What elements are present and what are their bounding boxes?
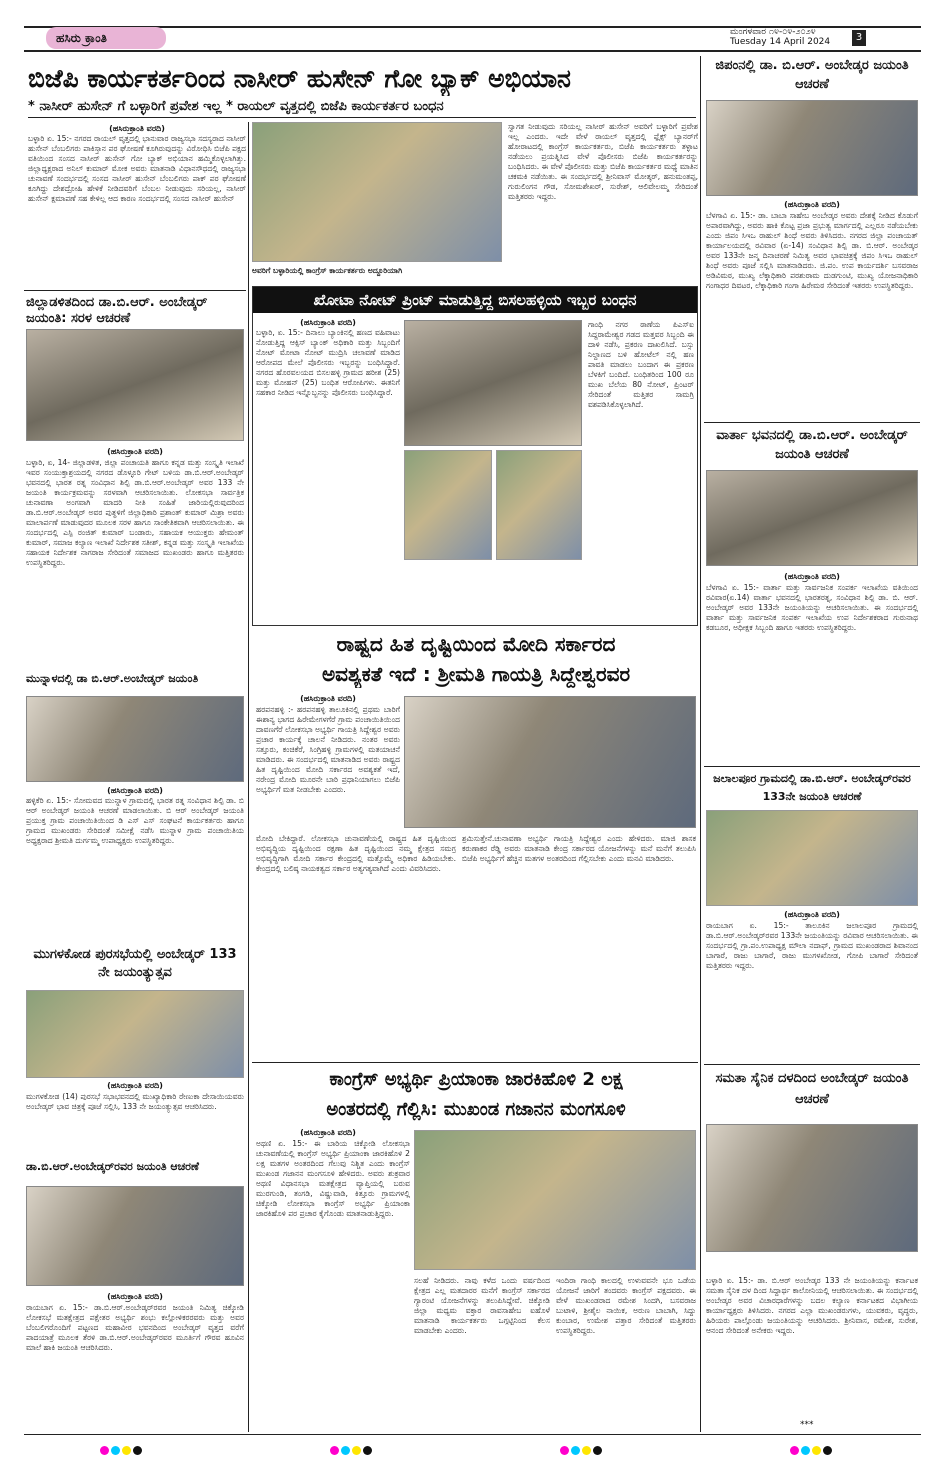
center-story3-headline-1: ಕಾಂಗ್ರೆಸ್ ಅಭ್ಯರ್ಥಿ ಪ್ರಿಯಾಂಕಾ ಜಾರಕಿಹೊಳಿ 2 ಲಕ್ಷ xyxy=(329,1069,623,1090)
divider xyxy=(704,1064,920,1065)
col1-story4-body: ರಾಯಬಾಗ ಏ. 15:- ಡಾ.ಬಿ.ಆರ್.ಅಂಬೇಡ್ಕರ್‌ರವರ ಜಯಂತಿ ನಿಮಿತ್ಯ ಚಿಕ್ಕೋಡಿ ಲೋಕಸಭೆ ಮತಕ್ಷೇತ್ರದ ಪಕ್ಷೇತರ ಅಭ್ಯರ್ಥಿ ಶಂಭು ಕಲ್ಲೋಳಿಕರರವರು ಮತ್ತು ಅವರ ಬೆಂಬಲಿಗರೊಂದಿಗೆ ಪಟ್ಟಣದ ಮಹಾವೀರ ಭವನದಿಂದ ಅಂಬೇಡ್ಕರ್ ವೃತ್ತದ ವರೆಗೆ ಪಾದಯಾತ್ರೆ ಮೂಲಕ ತೆರಳಿ ಡಾ.ಬಿ.ಆರ್.ಅಂಬೇಡ್ಕರ್‌ರವರ ಮೂರ್ತಿಗೆ ಗೌರವ ಹೂವಿನ ಮಾಲೆ ಹಾಕಿ ಜಯಂತಿ ಆಚರಿಸಿದರು. xyxy=(26,1303,244,1352)
box-photo-accused-1 xyxy=(404,450,492,560)
end-mark: *** xyxy=(800,1420,814,1430)
col1-story3-headline: ಮುಗಳಕೋಡ ಪುರಸಭೆಯಲ್ಲಿ ಅಂಬೇಡ್ಕರ್ 133 ನೇ ಜಯಂತ್ಯುತ್ಸವ xyxy=(33,947,237,980)
divider xyxy=(704,422,920,423)
col4-story2-byline: (ಹಸಿರುಕ್ರಾಂತಿ ವರದಿ) xyxy=(784,572,840,581)
col4-story3-body: ರಾಯಬಾಗ ಏ. 15:- ತಾಲೂಕಿನ ಜಲಾಲಪೂರ ಗ್ರಾಮದಲ್ಲಿ ಡಾ.ಬಿ.ಆರ್.ಅಂಬೇಡ್ಕರ್‌ರವರ 133ನೇ ಜಯಂತಿಯನ್ನು ರವಿವಾರ ಆಚರಿಸಲಾಯಿತು. ಈ ಸಂದರ್ಭದಲ್ಲಿ ಗ್ರಾ.ಪಂ.ಉಪಾಧ್ಯಕ್ಷ ಮೌಲಾ ನದಾಫ್, ಗ್ರಾಮದ ಮುಖಂಡರಾದ ಶಿವಾನಂದ ಬಾಗಾರೆ, ರಾಜು ಬಾಗಾರೆ, ರಾಜು ಮುಗಳಖೋಡ, ಗೋಪಿ ಬಾಗಾರೆ ಸೇರಿದಂತೆ ಮತ್ತಿತರರು ಇದ್ದರು. xyxy=(706,921,918,970)
col4-story4-body: ಬಳ್ಳಾರಿ ಏ. 15:- ಡಾ. ಬಿ.ಆರ್ ಅಂಬೇಡ್ಕರ 133 ನೇ ಜಯಂತಿಯನ್ನು ಕರ್ನಾಟಕ ಸಮತಾ ಸೈನಿಕ ದಳ ದಿಂದ ಸಿದ್ದಾರ್ಥ ಕಾಲೋನಿಯಲ್ಲಿ ಆಚರಿಸಲಾಯಿತು. ಈ ಸಂದರ್ಭದಲ್ಲಿ ಅಂಬೇಡ್ಕರ ಅವರ ವಿಚಾರಧಾರೆಗಳನ್ನು ಬದಲ ಕಲ್ಯಾಣ ಕರ್ನಾಟಕದ ವಿಭಾಗೀಯ ಕಾರ್ಯಾಧ್ಯಕ್ಷರು ತಿಳಿಸಿದರು. ನಗರದ ಎಲ್ಲಾ ಮುಖಂಡರುಗಳು, ಯುವಕರು, ವೃದ್ಧರು, ಹಿರಿಯರು ಪಾಲ್ಗೊಂಡು ಜಯಂತಿಯನ್ನು ಆಚರಿಸಿದರು. ಶ್ರೀನಿವಾಸ, ರಮೇಶ, ಸುರೇಶ, ಆನಂದ ಸೇರಿದಂತೆ ಅನೇಕರು ಇದ್ದರು. xyxy=(706,1276,918,1335)
col1-story1-body: ಬಳ್ಳಾರಿ, ಏ, 14- ಜಿಲ್ಲಾಡಳಿತ, ಜಿಲ್ಲಾ ಪಂಚಾಯತಿ ಹಾಗೂ ಕನ್ನಡ ಮತ್ತು ಸಂಸ್ಕೃತಿ ಇಲಾಖೆ ಇವರ ಸಂಯುಕ್ತಾಶ್ರಯದಲ್ಲಿ ನಗರದ ಡೊಳ್ಳೂರಿ ಗೇಟ್ ಬಳಿಯ ಡಾ.ಬಿ.ಆರ್.ಅಂಬೇಡ್ಕರ್ ಭವನದಲ್ಲಿ ಭಾರತ ರತ್ನ ಸಂವಿಧಾನ ಶಿಲ್ಪಿ ಡಾ.ಬಿ.ಆರ್.ಅಂಬೇಡ್ಕರ್ ಅವರ 133 ನೇ ಜಯಂತಿ ಕಾರ್ಯಕ್ರಮವನ್ನು ಸರಳವಾಗಿ ಆಚರಿಸಲಾಯಿತು. ಲೋಕಸಭಾ ಸಾರ್ವತ್ರಿಕ ಚುನಾವಣಾ ಅಂಗವಾಗಿ ಮಾದರಿ ನೀತಿ ಸಂಹಿತೆ ಜಾರಿಯಲ್ಲಿರುವುದರಿಂದ ಡಾ.ಬಿ.ಆರ್.ಅಂಬೇಡ್ಕರ್ ಅವರ ಪುತ್ಥಳಿಗೆ ಜಿಲ್ಲಾಧಿಕಾರಿ ಪ್ರಶಾಂತ್ ಕುಮಾರ್ ಮಿಶ್ರಾ ಅವರು ಮಾಲಾರ್ಪಣೆ ಮಾಡುವುದರ ಮೂಲಕ ಸರಳ ಹಾಗೂ ಸಾಂಕೇತಿಕವಾಗಿ ಆಚರಿಸಲಾಯಿತು. ಈ ಸಂದರ್ಭದಲ್ಲಿ ಎಸ್ಪಿ ರಂಜಿತ್ ಕುಮಾರ್ ಬಂಡಾರು, ಸಹಾಯಕ ಆಯುಕ್ತರು ಹೇಮಂತ್ ಕುಮಾರ್, ಸಮಾಜ ಕಲ್ಯಾಣ ಇಲಾಖೆ ನಿರ್ದೇಶಕ ಸತೀಶ್, ಕನ್ನಡ ಮತ್ತು ಸಂಸ್ಕೃತಿ ಇಲಾಖೆಯ ಸಹಾಯಕ ನಿರ್ದೇಶಕ ನಾಗರಾಜ ಸೇರಿದಂತೆ ಸಮಾಜದ ಮುಖಂಡರು ಹಾಗೂ ಮತ್ತಿತರರು ಉಪಸ್ಥಿತರಿದ್ದರು. xyxy=(26,458,244,567)
center-story3-body-3: ಇಂದಿರಾ ಗಾಂಧಿ ಕಾಲದಲ್ಲಿ ಉಳುವವನೇ ಭೂ ಒಡೆಯ ಯೋಜನೆ ಜಾರಿಗೆ ತಂದವರು ಕಾಂಗ್ರೆಸ್ ಪಕ್ಷದವರು. ಈ ವೇಳೆ ಮುಖಂಡರಾದ ರಮೇಶ ಸಿಂದಗಿ, ಬಸವರಾಜ ಬುಟಾಳಿ, ಶ್ರೀಶೈಲ ನಾಯಿಕ, ಅರುಣ ಬಾಬಾಗಿ, ಸಿದ್ದು ಕುಂಬಾರ, ಉಮೇಶ ಪತ್ತಾರ ಸೇರಿದಂತೆ ಮತ್ತಿತರರು ಉಪಸ್ಥಿತರಿದ್ದರು. xyxy=(556,1276,696,1335)
col1-story4-byline: (ಹಸಿರುಕ್ರಾಂತಿ ವರದಿ) xyxy=(107,1292,163,1301)
col1-story4-photo xyxy=(26,1186,244,1286)
center-story3-body-2: ಸಲಹೆ ನೀಡಿದರು. ನಾವು ಕಳೆದ ಒಂದು ವರ್ಷದಿಂದ ಕ್ಷೇತ್ರದ ಎಲ್ಲ ಮತದಾರರ ಮನೆಗೆ ಕಾಂಗ್ರೆಸ್ ಸರ್ಕಾರದ ಗ್ಯಾರಂಟಿ ಯೋಜನೆಗಳನ್ನು ತಲುಪಿಸಿದ್ದೇವೆ. ಚಿಕ್ಕೋಡಿ ಜಿಲ್ಲಾ ಮಧ್ಯಮ ವಕ್ತಾರ ರಾವಸಾಹೇಬ ಐಹೊಳೆ ಮಾತನಾಡಿ ಕಾರ್ಯಕರ್ತರು ಒಗ್ಗಟ್ಟಿನಿಂದ ಕೆಲಸ ಮಾಡಬೇಕು ಎಂದರು. xyxy=(414,1276,550,1335)
color-registration-dots xyxy=(560,1440,604,1459)
center-story3-byline: (ಹಸಿರುಕ್ರಾಂತಿ ವರದಿ) xyxy=(300,1128,356,1137)
lead-photo-caption: ಅವರಿಗೆ ಬಳ್ಳಾರಿಯಲ್ಲಿ ಕಾಂಗ್ರೆಸ್ ಕಾರ್ಯಕರ್ತರು ಅದ್ದೂರಿಯಾಗಿ xyxy=(252,266,403,275)
center-story2-headline-2: ಅವಶ್ಯಕತೆ ಇದೆ : ಶ್ರೀಮತಿ ಗಾಯತ್ರಿ ಸಿದ್ದೇಶ್ವರವರ xyxy=(321,662,631,686)
box-headline: ಖೋಟಾ ನೋಟ್ ಪ್ರಿಂಟ್ ಮಾಡುತ್ತಿದ್ದ ಬಿಸಲಹಳ್ಳಿಯ ಇಬ್ಬರ ಬಂಧನ xyxy=(253,287,697,313)
color-registration-dots xyxy=(100,1440,144,1459)
center-story3-headline-2: ಅಂತರದಲ್ಲಿ ಗೆಲ್ಲಿಸಿ: ಮುಖಂಡ ಗಜಾನನ ಮಂಗಸೂಳಿ xyxy=(326,1099,626,1120)
lead-body-1: ಬಳ್ಳಾರಿ ಏ. 15:- ನಗರದ ರಾಯಲ್ ವೃತ್ತದಲ್ಲಿ ಭಾನುವಾರ ರಾಜ್ಯಸಭಾ ಸದಸ್ಯರಾದ ನಾಸೀರ್ ಹುಸೇನ್ ಬೆಂಬಲಿಗರು ಪಾಕಿಸ್ತಾನ ಪರ ಘೋಷಣೆ ಕೂಗಿರುವುದನ್ನು ವಿರೋಧಿಸಿ ಬಿಜೆಪಿ ಪಕ್ಷದ ವತಿಯಿಂದ ಸಂಸದ ನಾಸೀರ್ ಹುಸೇನ್ ಗೋ ಬ್ಯಾಕ್ ಅಭಿಯಾನ ಹಮ್ಮಿಕೊಳ್ಳಲಾಗಿತ್ತು. ಜಿಲ್ಲಾಧ್ಯಕ್ಷರಾದ ಅನಿಲ್ ಕುಮಾರ್ ಮೋಕ ಅವರು ಮಾತನಾಡಿ ವಿಧಾನಸೌಧದಲ್ಲಿ ರಾಜ್ಯಸಭಾ ಚುನಾವಣೆ ಸಂದರ್ಭದಲ್ಲಿ ಸಂಸದ ನಾಸೀರ್ ಹುಸೇನ್ ಬೆಂಬಲಿಗರು ಪಾಕ್ ಪರ ಘೋಷಣೆ ಕೂಗಿದ್ದು ದೇಶದ್ರೋಹಿ ಹೇಳಿಕೆ ನೀಡಿದವರಿಗೆ ಬೆಂಬಲ ನೀಡುವುದು ಸರಿಯಲ್ಲ, ನಾಸೀರ್ ಹುಸೇನ್ ಕ್ಷಮಾಪಣೆ ಸಹ ಕೇಳಿಲ್ಲ ಆದ ಕಾರಣ ಸಂದರ್ಭದಲ್ಲಿ ಸಂಸದ ನಾಸೀರ್ ಹುಸೇನ್ xyxy=(28,134,246,203)
center-story2-body-3: ಶ್ರಮಿಸುತ್ತೇನೆ.ಚುನಾವಣಾ ಅಭ್ಯರ್ಥಿ ಗಾಯತ್ರಿ ಸಿದ್ದೇಶ್ವರ ಎಂದು ಹೇಳಿದರು. ಮಾಜಿ ಶಾಸಕ ಕರುಣಾಕರ ರೆಡ್ಡಿ ಅವರು ಮಾತನಾಡಿ ಕೇಂದ್ರ ಸರ್ಕಾರದ ಯೋಜನೆಗಳನ್ನು ಮನೆ ಮನೆಗೆ ತಲುಪಿಸಿ ಬಿಜೆಪಿ ಅಭ್ಯರ್ಥಿಗೆ ಹೆಚ್ಚಿನ ಮತಗಳ ಅಂತರದಿಂದ ಗೆಲ್ಲಿಸಬೇಕು ಎಂದು ಮನವಿ ಮಾಡಿದರು. xyxy=(462,834,696,863)
color-registration-dots xyxy=(330,1440,374,1459)
col4-story1-headline: ಜಿಪಂನಲ್ಲಿ ಡಾ. ಬಿ.ಆರ್. ಅಂಬೇಡ್ಕರ ಜಯಂತಿ ಆಚರಣೆ xyxy=(715,58,909,92)
col4-story3-photo xyxy=(706,810,918,906)
lead-byline: (ಹಸಿರುಕ್ರಾಂತಿ ವರದಿ) xyxy=(109,124,165,133)
lead-body-2: ಸ್ವಾಗತ ನೀಡುವುದು ಸರಿಯಲ್ಲ ನಾಸೀರ್ ಹುಸೇನ್ ಅವರಿಗೆ ಬಳ್ಳಾರಿಗೆ ಪ್ರವೇಶ ಇಲ್ಲ ಎಂದರು. ಇದೇ ವೇಳೆ ರಾಯಲ್ ವೃತ್ತದಲ್ಲಿ ಫ್ಲೆಕ್ಸ್ ಬ್ಯಾನರ್‌ಗೆ ಹೋರಾಟದಲ್ಲಿ ಕಾಂಗ್ರೆಸ್ ಕಾರ್ಯಕರ್ತರು, ಬಿಜೆಪಿ ಕಾರ್ಯಕರ್ತರು ತಳ್ಳಾಟ ನಡೆಯಲು ಪ್ರಯತ್ನಿಸಿದ ವೇಳೆ ಪೊಲೀಸರು ಬಿಜೆಪಿ ಕಾರ್ಯಕರ್ತರನ್ನು ಬಂಧಿಸಿದರು. ಈ ವೇಳೆ ಪೊಲೀಸರು ಮತ್ತು ಬಿಜೆಪಿ ಕಾರ್ಯಕರ್ತರ ಮಧ್ಯೆ ಮಾತಿನ ಚಕಮಕಿ ನಡೆಯಿತು. ಈ ಸಂದರ್ಭದಲ್ಲಿ ಶ್ರೀನಿವಾಸ್ ಮೋತ್ಕರ್, ಹನುಮಂತಪ್ಪ, ಗುರುಲಿಂಗನ ಗೌಡ, ಸೋಮಶೇಖರ್, ಸುರೇಶ್, ಆಲಿವೇಲಮ್ಮ ಸೇರಿದಂತೆ ಮತ್ತಿತರರು ಇದ್ದರು. xyxy=(508,122,698,201)
col4-story1-body: ಬೆಳಗಾವಿ ಏ. 15:- ಡಾ. ಬಾಬಾ ಸಾಹೇಬ ಅಂಬೇಡ್ಕರ ಅವರು ದೇಶಕ್ಕೆ ನೀಡಿದ ಕೊಡುಗೆ ಅಪಾರವಾಗಿದ್ದು, ಅವರು ಹಾಕಿ ಕೊಟ್ಟ ಪ್ರಜಾ ಪ್ರಭುತ್ವ ಮಾರ್ಗದಲ್ಲಿ ಎಲ್ಲರೂ ನಡೆಯಬೇಕು ಎಂದು ಜಿಪಂ ಸಿಇಒ ರಾಹುಲ್ ಶಿಂಧೆ ಅವರು ತಿಳಿಸಿದರು. ನಗರದ ಜಿಲ್ಲಾ ಪಂಚಾಯತ್ ಕಾರ್ಯಾಲಯದಲ್ಲಿ ರವಿವಾರ (ಏ-14) ಸಂವಿಧಾನ ಶಿಲ್ಪಿ ಡಾ. ಬಿ.ಆರ್. ಅಂಬೇಡ್ಕರ ಅವರ 133ನೇ ಜನ್ಮ ದಿನಾಚರಣೆ ನಿಮಿತ್ಯ ಅವರ ಭಾವಚಿತ್ರಕ್ಕೆ ಜಿಪಂ ಸಿಇಒ ರಾಹುಲ್ ಶಿಂಧೆ ಅವರು ಪೂಜೆ ಸಲ್ಲಿಸಿ ಮಾತನಾಡಿದರು. ಜಿ.ಪಂ. ಉಪ ಕಾರ್ಯದರ್ಶಿ ಬಸವರಾಜ ಅಡಿವಿಮಠ, ಮುಖ್ಯ ಲೆಕ್ಕಾಧಿಕಾರಿ ಪರಶುರಾಮ ದುಡಗುಂಟಿ, ಮುಖ್ಯ ಯೋಜನಾಧಿಕಾರಿ ಗಂಗಾಧರ ದಿವಟರ, ಲೆಕ್ಕಾಧಿಕಾರಿ ಗಂಗಾ ಹಿರೇಮಠ ಸೇರಿದಂತೆ ಇತರರು ಉಪಸ್ಥಿತರಿದ್ದರು. xyxy=(706,211,918,290)
box-body-1: ಬಳ್ಳಾರಿ, ಏ. 15:- ದಿನಾಲು ಬ್ಯಾಂಕಿನಲ್ಲಿ ಹಣದ ವಹಿವಾಟು ನೋಡುತ್ತಿದ್ದ ಆಕ್ಸಿಸ್ ಬ್ಯಾಂಕ್ ಅಧಿಕಾರಿ ಮತ್ತು ಸಿಬ್ಬಂದಿಗೆ ನೋಟ್ ಮೋಟಾ ನೋಟ್ ಮುದ್ರಿಸಿ ಚಲಾವಣೆ ಮಾಡಿದ ಆರೋಪದ ಮೇಲೆ ಪೊಲೀಸರು ಇಬ್ಬರನ್ನು ಬಂಧಿಸಿದ್ದಾರೆ. ನಗರದ ಹೊರವಲಯದ ಬಿಸಲಹಳ್ಳಿ ಗ್ರಾಮದ ಹರೀಶ (25) ಮತ್ತು ಮೋಹನ್ (25) ಬಂಧಿತ ಆರೋಪಿಗಳು. ಈತನಿಗೆ ಸಹಕಾರ ನೀಡಿದ ಇನ್ನೊಬ್ಬನನ್ನು ಪೊಲೀಸರು ಬಂಧಿಸಿದ್ದಾರೆ. xyxy=(256,328,400,397)
col4-story4-photo xyxy=(706,1124,918,1252)
color-registration-dots xyxy=(790,1440,834,1459)
date-english: Tuesday 14 April 2024 xyxy=(730,37,831,47)
col1-story4-headline: ಡಾ.ಬಿ.ಆರ್.ಅಂಬೇಡ್ಕರ್‌ರವರ ಜಯಂತಿ ಆಚರಣೆ xyxy=(26,1160,199,1173)
center-story2-body-2: ಮೋದಿ ಬೇಕಿದ್ದಾರೆ. ಲೋಕಸಭಾ ಚುನಾವಣೆಯಲ್ಲಿ ರಾಷ್ಟ್ರದ ಹಿತ ದೃಷ್ಟಿಯಿಂದ ಅಭಿವೃದ್ಧಿಯ ದೃಷ್ಟಿಯಿಂದ ರಕ್ಷಣಾ ಹಿತ ದೃಷ್ಟಿಯಿಂದ ನಮ್ಮ ಕ್ಷೇತ್ರದ ಸಮಗ್ರ ಅಭಿವೃದ್ಧಿಗಾಗಿ ಮೋದಿ ಸರ್ಕಾರ ಕೇಂದ್ರದಲ್ಲಿ ಮತ್ತೊಮ್ಮೆ ಅಧಿಕಾರ ಹಿಡಿಯಬೇಕು. ಕೇಂದ್ರದಲ್ಲಿ ಬಲಿಷ್ಠ ನಾಯಕತ್ವದ ಸರ್ಕಾರ ಅತ್ಯಗತ್ಯವಾಗಿದೆ ಎಂದು ವಿವರಿಸಿದರು. xyxy=(256,834,456,873)
col1-story2-body: ಹಳ್ಳಿಕೆರಿ ಏ. 15:- ಸೋಮವದ ಮುನ್ನಾಳ ಗ್ರಾಮದಲ್ಲಿ ಭಾರತ ರತ್ನ ಸಂವಿಧಾನ ಶಿಲ್ಪಿ ಡಾ. ಬಿ ಆರ್ ಅಂಬೇಡ್ಕರ್ ಜಯಂತಿ ಆಚರಣೆ ಮಾಡಲಾಯಿತು. ಬಿ ಆರ್ ಅಂಬೇಡ್ಕರ್ ಜಯಂತಿ ಪ್ರಯುಕ್ತ ಗ್ರಾಮ ಪಂಚಾಯಿತಿಯಿಂದ ಡಿ ಎಸ್ ಎಸ್ ಸಂಘಟನೆ ಕಾರ್ಯಕರ್ತರು ಹಾಗೂ ಗ್ರಾಮದ ಮುಖಂಡರು ಸೇರಿದಂತೆ ಸಮೀಕ್ಷೆ ನಡೆಸಿ ಮುನ್ನಾಳ ಗ್ರಾಮ ಪಂಚಾಯಿತಿಯ ಅಧ್ಯಕ್ಷರಾದ ಶ್ರೀಮತಿ ದುರ್ಗಮ್ಮ ಉಪಾಧ್ಯಕ್ಷರು ಉಪಸ್ಥಿತರಿದ್ದರು. xyxy=(26,796,244,845)
footer-rule xyxy=(24,1434,921,1435)
center-story3-photo xyxy=(414,1130,696,1270)
col4-story1-photo xyxy=(706,100,918,196)
box-photo-notes xyxy=(404,320,582,446)
col4-story3-byline: (ಹಸಿರುಕ್ರಾಂತಿ ವರದಿ) xyxy=(784,910,840,919)
divider xyxy=(704,766,920,767)
col1-story2-byline: (ಹಸಿರುಕ್ರಾಂತಿ ವರದಿ) xyxy=(107,786,163,795)
center-story2-body-1: ಹರಪನಹಳ್ಳಿ :- ಹರಪನಹಳ್ಳಿ ತಾಲೂಕಿನಲ್ಲಿ ಪ್ರಥಮ ಬಾರಿಗೆ ಈಶಾನ್ಯ ಭಾಗದ ಹಿರೇಮೇಗಳಗೆರೆ ಗ್ರಾಮ ಪಂಚಾಯಿತಿಯಿಂದ ದಾವಣಗೆರೆ ಲೋಕಸಭಾ ಅಭ್ಯರ್ಥಿ ಗಾಯತ್ರಿ ಸಿದ್ದೇಶ್ವರ ಅವರು ಪ್ರಚಾರ ಕಾರ್ಯಕ್ಕೆ ಚಾಲನೆ ನೀಡಿದರು. ನಂತರ ಅವರು ಸತ್ತೂರು, ಕಂಚಿಕೆರೆ, ಸಿಂಗ್ರಿಹಳ್ಳಿ ಗ್ರಾಮಗಳಲ್ಲಿ ಮತಯಾಚನೆ ಮಾಡಿದರು. ಈ ಸಂದರ್ಭದಲ್ಲಿ ಮಾತನಾಡಿದ ಅವರು ರಾಷ್ಟ್ರದ ಹಿತ ದೃಷ್ಟಿಯಿಂದ ಮೋದಿ ಸರ್ಕಾರದ ಅವಶ್ಯಕತೆ ಇದೆ, ನರೇಂದ್ರ ಮೋದಿ ಮೂರನೇ ಬಾರಿ ಪ್ರಧಾನಿಯಾಗಲು ಬಿಜೆಪಿ ಅಭ್ಯರ್ಥಿಗೆ ಮತ ನೀಡಬೇಕು ಎಂದರು. xyxy=(256,705,400,794)
center-story2-photo xyxy=(404,696,696,828)
col1-story1-photo xyxy=(26,329,244,441)
col1-story3-byline: (ಹಸಿರುಕ್ರಾಂತಿ ವರದಿ) xyxy=(107,1081,163,1090)
column-rule xyxy=(700,56,701,1432)
col4-story1-byline: (ಹಸಿರುಕ್ರಾಂತಿ ವರದಿ) xyxy=(784,200,840,209)
col1-story2-headline: ಮುನ್ನಾಳದಲ್ಲಿ ಡಾ ಬಿ.ಆರ್.ಅಂಬೇಡ್ಕರ್ ಜಯಂತಿ xyxy=(26,672,199,685)
box-byline: (ಹಸಿರುಕ್ರಾಂತಿ ವರದಿ) xyxy=(300,318,356,327)
page-number: 3 xyxy=(852,30,866,46)
center-story2-headline-1: ರಾಷ್ಟ್ರದ ಹಿತ ದೃಷ್ಟಿಯಿಂದ ಮೋದಿ ಸರ್ಕಾರದ xyxy=(336,632,616,656)
col4-story2-headline: ವಾರ್ತಾ ಭವನದಲ್ಲಿ ಡಾ.ಬಿ.ಆರ್. ಅಂಬೇಡ್ಕರ್ ಜಯಂತಿ ಆಚರಣೆ xyxy=(716,428,908,462)
col1-story3-body: ಮುಗಳಕೋಡ (14) ಪುರಸಭೆ ಸಭಾಭವನದಲ್ಲಿ ಮುಖ್ಯಾಧಿಕಾರಿ ರೇಣುಕಾ ದೇಸಾಯಿಯವರು ಅಂಬೇಡ್ಕರ್ ಭಾವ ಚಿತ್ರಕ್ಕೆ ಪೂಜೆ ಸಲ್ಲಿಸಿ, 133 ನೇ ಜಯಂತ್ಯುತ್ಸವ ಆಚರಿಸಿದರು. xyxy=(26,1092,244,1111)
col4-story4-headline: ಸಮತಾ ಸೈನಿಕ ದಳದಿಂದ ಅಂಬೇಡ್ಕರ್ ಜಯಂತಿ ಆಚರಣೆ xyxy=(715,1071,909,1107)
col1-story1-byline: (ಹಸಿರುಕ್ರಾಂತಿ ವರದಿ) xyxy=(107,447,163,456)
col4-story2-body: ಬೆಳಗಾವಿ ಏ. 15:- ವಾರ್ತಾ ಮತ್ತು ಸಾರ್ವಜನಿಕ ಸಂಪರ್ಕ ಇಲಾಖೆಯ ವತಿಯಿಂದ ರವಿವಾರ(ಏ.14) ವಾರ್ತಾ ಭವನದಲ್ಲಿ ಭಾರತರತ್ನ, ಸಂವಿಧಾನ ಶಿಲ್ಪಿ ಡಾ. ಬಿ. ಆರ್. ಅಂಬೇಡ್ಕರ್ ಅವರ 133ನೇ ಜಯಂತಿಯನ್ನು ಆಚರಿಸಲಾಯಿತು. ಈ ಸಂದರ್ಭದಲ್ಲಿ ವಾರ್ತಾ ಮತ್ತು ಸಾರ್ವಜನಿಕ ಸಂಪರ್ಕ ಇಲಾಖೆಯ ಉಪ ನಿರ್ದೇಶಕರಾದ ಗುರುನಾಥ ಕಡಬೂರ, ಅಧೀಕ್ಷಕ ಸಿಬ್ಬಂದಿ ಹಾಗೂ ಇತರರು ಉಪಸ್ಥಿತರಿದ್ದರು. xyxy=(706,583,918,632)
divider xyxy=(252,1062,698,1063)
column-rule xyxy=(248,122,249,1432)
box-photo-accused-2 xyxy=(496,450,582,560)
col4-story2-photo xyxy=(706,470,918,566)
col1-story2-photo xyxy=(26,696,244,782)
box-body-2: ಗಾಂಧಿ ನಗರ ಠಾಣೆಯ ಪಿಎಸ್ಐ ಸಿದ್ದರಾಮೇಶ್ವರ ಗಡದ ಮತ್ತವರ ಸಿಬ್ಬಂದಿ ಈ ದಾಳಿ ನಡೆಸಿ, ಪ್ರಕರಣ ದಾಖಲಿಸಿದೆ. ಬಸ್ಸು ನಿಲ್ದಾಣದ ಬಳಿ ಹೋಟೆಲ್ ನಲ್ಲಿ ಹಣ ಪಾವತಿ ಮಾಡಲು ಬಂದಾಗ ಈ ಪ್ರಕರಣ ಬೆಳಕಿಗೆ ಬಂದಿದೆ. ಬಂಧಿತರಿಂದ 100 ರೂ ಮುಖ ಬೆಲೆಯ 80 ನೋಟ್, ಪ್ರಿಂಟರ್ ಸೇರಿದಂತೆ ಮತ್ತಿತರ ಸಾಮಗ್ರಿ ವಶಪಡಿಸಿಕೊಳ್ಳಲಾಗಿದೆ. xyxy=(588,320,694,409)
center-story2-byline: (ಹಸಿರುಕ್ರಾಂತಿ ವರದಿ) xyxy=(300,694,356,703)
col1-story1-headline: ಜಿಲ್ಲಾಡಳಿತದಿಂದ ಡಾ.ಬಿ.ಆರ್. ಅಂಬೇಡ್ಕರ್ ಜಯಂತಿ: ಸರಳ ಆಚರಣೆ xyxy=(26,295,208,326)
issue-date xyxy=(730,27,830,47)
col1-story3-photo xyxy=(26,990,244,1078)
col4-story3-headline: ಜಲಾಲಪೂರ ಗ್ರಾಮದಲ್ಲಿ ಡಾ.ಬಿ.ಆರ್. ಅಂಬೇಡ್ಕರ್‌ರವರ 133ನೇ ಜಯಂತಿ ಆಚರಣೆ xyxy=(713,772,911,803)
lead-subhead: * ನಾಸೀರ್ ಹುಸೇನ್ ಗೆ ಬಳ್ಳಾರಿಗೆ ಪ್ರವೇಶ ಇಲ್ಲ * ರಾಯಲ್ ವೃತ್ತದಲ್ಲಿ ಬಿಜೆಪಿ ಕಾರ್ಯಕರ್ತರ ಬಂಧನ xyxy=(28,99,444,114)
divider xyxy=(28,117,696,118)
divider xyxy=(24,290,246,291)
newspaper-name: ಹಸಿರು ಕ್ರಾಂತಿ xyxy=(46,27,166,49)
date-kannada: ಮಂಗಳವಾರ ೧೪-೦೪-೨೦೨೪ xyxy=(730,27,816,37)
lead-headline: ಬಿಜೆಪಿ ಕಾರ್ಯಕರ್ತರಿಂದ ನಾಸೀರ್ ಹುಸೇನ್ ಗೋ ಬ್ಯಾಕ್ ಅಭಿಯಾನ xyxy=(28,64,571,93)
center-story3-body-1: ಅಥಣಿ ಏ. 15:- ಈ ಬಾರಿಯ ಚಿಕ್ಕೋಡಿ ಲೋಕಸಭಾ ಚುನಾವಣೆಯಲ್ಲಿ ಕಾಂಗ್ರೆಸ್ ಅಭ್ಯರ್ಥಿ ಪ್ರಿಯಾಂಕಾ ಜಾರಕಿಹೊಳಿ 2 ಲಕ್ಷ ಮತಗಳ ಅಂತರದಿಂದ ಗೆಲುವು ನಿಶ್ಚಿತ ಎಂದು ಕಾಂಗ್ರೆಸ್ ಮುಖಂಡ ಗಜಾನನ ಮಂಗಸೂಳಿ ಹೇಳಿದರು. ಅವರು ಶುಕ್ರವಾರ ಅಥಣಿ ವಿಧಾನಸಭಾ ಮತಕ್ಷೇತ್ರದ ವ್ಯಾಪ್ತಿಯಲ್ಲಿ ಬರುವ ಮುರಗುಂಡಿ, ತಂಗಡಿ, ವಿಷ್ಣುವಾಡಿ, ಕಿತ್ತೂರು ಗ್ರಾಮಗಳಲ್ಲಿ ಚಿಕ್ಕೋಡಿ ಲೋಕಸಭಾ ಕಾಂಗ್ರೆಸ್ ಅಭ್ಯರ್ಥಿ ಪ್ರಿಯಾಂಕಾ ಜಾರಕಿಹೊಳಿ ಪರ ಪ್ರಚಾರ ಕೈಗೊಂಡು ಮಾತನಾಡುತ್ತಿದ್ದರು. xyxy=(256,1139,410,1218)
lead-photo xyxy=(252,122,502,262)
